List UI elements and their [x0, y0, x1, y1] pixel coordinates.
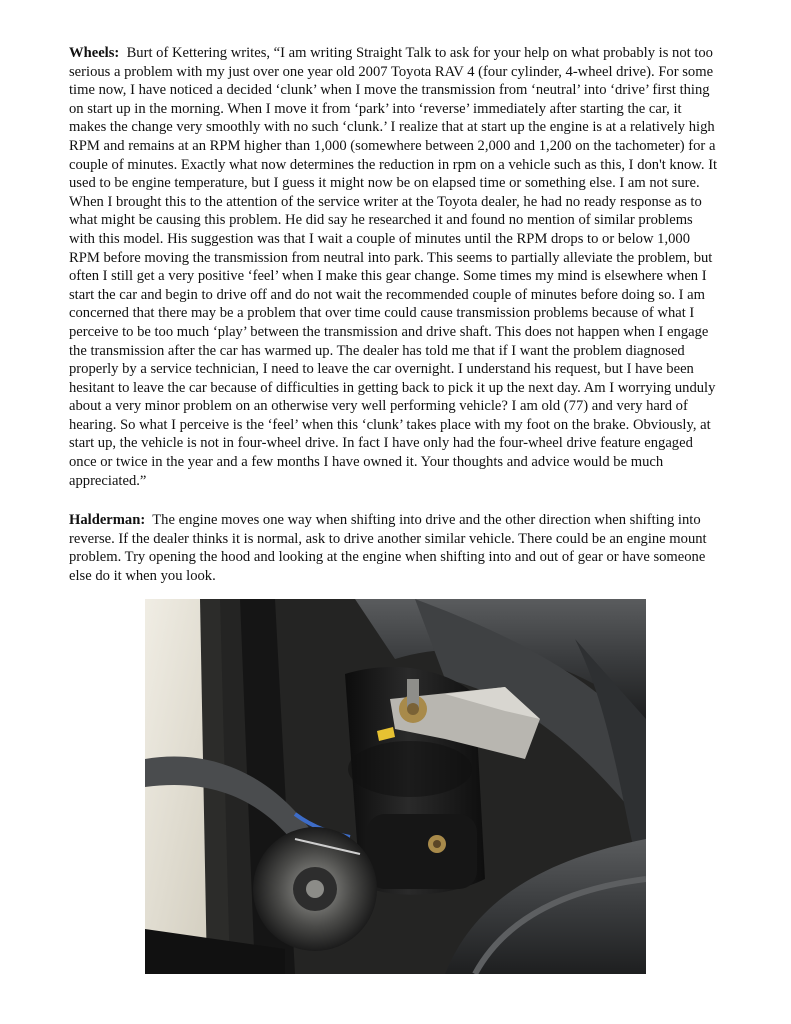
question-paragraph [69, 44, 721, 490]
answer-paragraph [69, 511, 721, 585]
answer-text: The engine moves one way when shifting into drive and the other direction when shifting into reverse. If the dealer thinks it is normal, ask to drive another similar vehicle. There could be an engine mount problem. Try opening the hood and looking at the engine when shifting into and out of gear or have someone else do it when you look. [69, 512, 707, 584]
engine-mount-photo [145, 599, 646, 974]
question-text: Burt of Kettering writes, “I am writing Straight Talk to ask for your help on what probably is not too serious a problem with my just over one year old 2007 Toyota RAV 4 (four cylinder, 4-wheel drive). For some time now, I have noticed a decided ‘clunk’ when I move the transmission from ‘neutral’ into ‘drive’ first thing on start up in the morning. When I move it from ‘park’ into ‘reverse’ immediately after starting the car, it makes the change very smoothly with no such ‘clunk.’ I realize that at start up the engine is at a relatively high RPM and remains at an RPM higher than 1,000 (somewhere between 2,000 and 1,200 on the tachometer) for a couple of minutes. Exactly what now determines the reduction in rpm on a vehicle such as this, I don't know. It used to be engine temperature, but I guess it might now be on elapsed time or something else. I am not sure. When I brought this to the attention of the service writer at the Toyota dealer, he had no ready response as to what might be causing this problem. He did say he researched it and found no mention of similar problems with this model. His suggestion was that I wait a couple of minutes until the RPM drops to or below 1,000 RPM before moving the transmission from neutral into park. This seems to partially alleviate the problem, but often I still get a very positive ‘feel’ when I make this gear change. Some times my mind is elsewhere when I start the car and begin to drive off and do not wait the recommended couple of minutes before doing so. I am concerned that there may be a problem that over time could cause transmission problems because of what I perceive to be too much ‘play’ between the transmission and drive shaft. This does not happen when I engage the transmission after the car has warmed up. The dealer has told me that if I want the problem diagnosed properly by a service technician, I need to leave the car overnight. I understand his request, but I have been hesitant to leave the car because of difficulties in getting back to pick it up the next day. Am I worrying unduly about a very minor problem on an otherwise very well performing vehicle? I am old (77) and very hard of hearing. So what I perceive is the ‘feel’ when this ‘clunk’ takes place with my foot on the brake. Obviously, at start up, the vehicle is not in four-wheel drive. In fact I have only had the four-wheel drive feature engaged once or twice in the year and a few months I have owned it. Your thoughts and advice would be much appreciated.” [69, 45, 718, 489]
question-speaker: Wheels: [69, 45, 120, 61]
answer-speaker: Halderman: [69, 512, 146, 528]
engine-mount-illustration [145, 599, 646, 974]
